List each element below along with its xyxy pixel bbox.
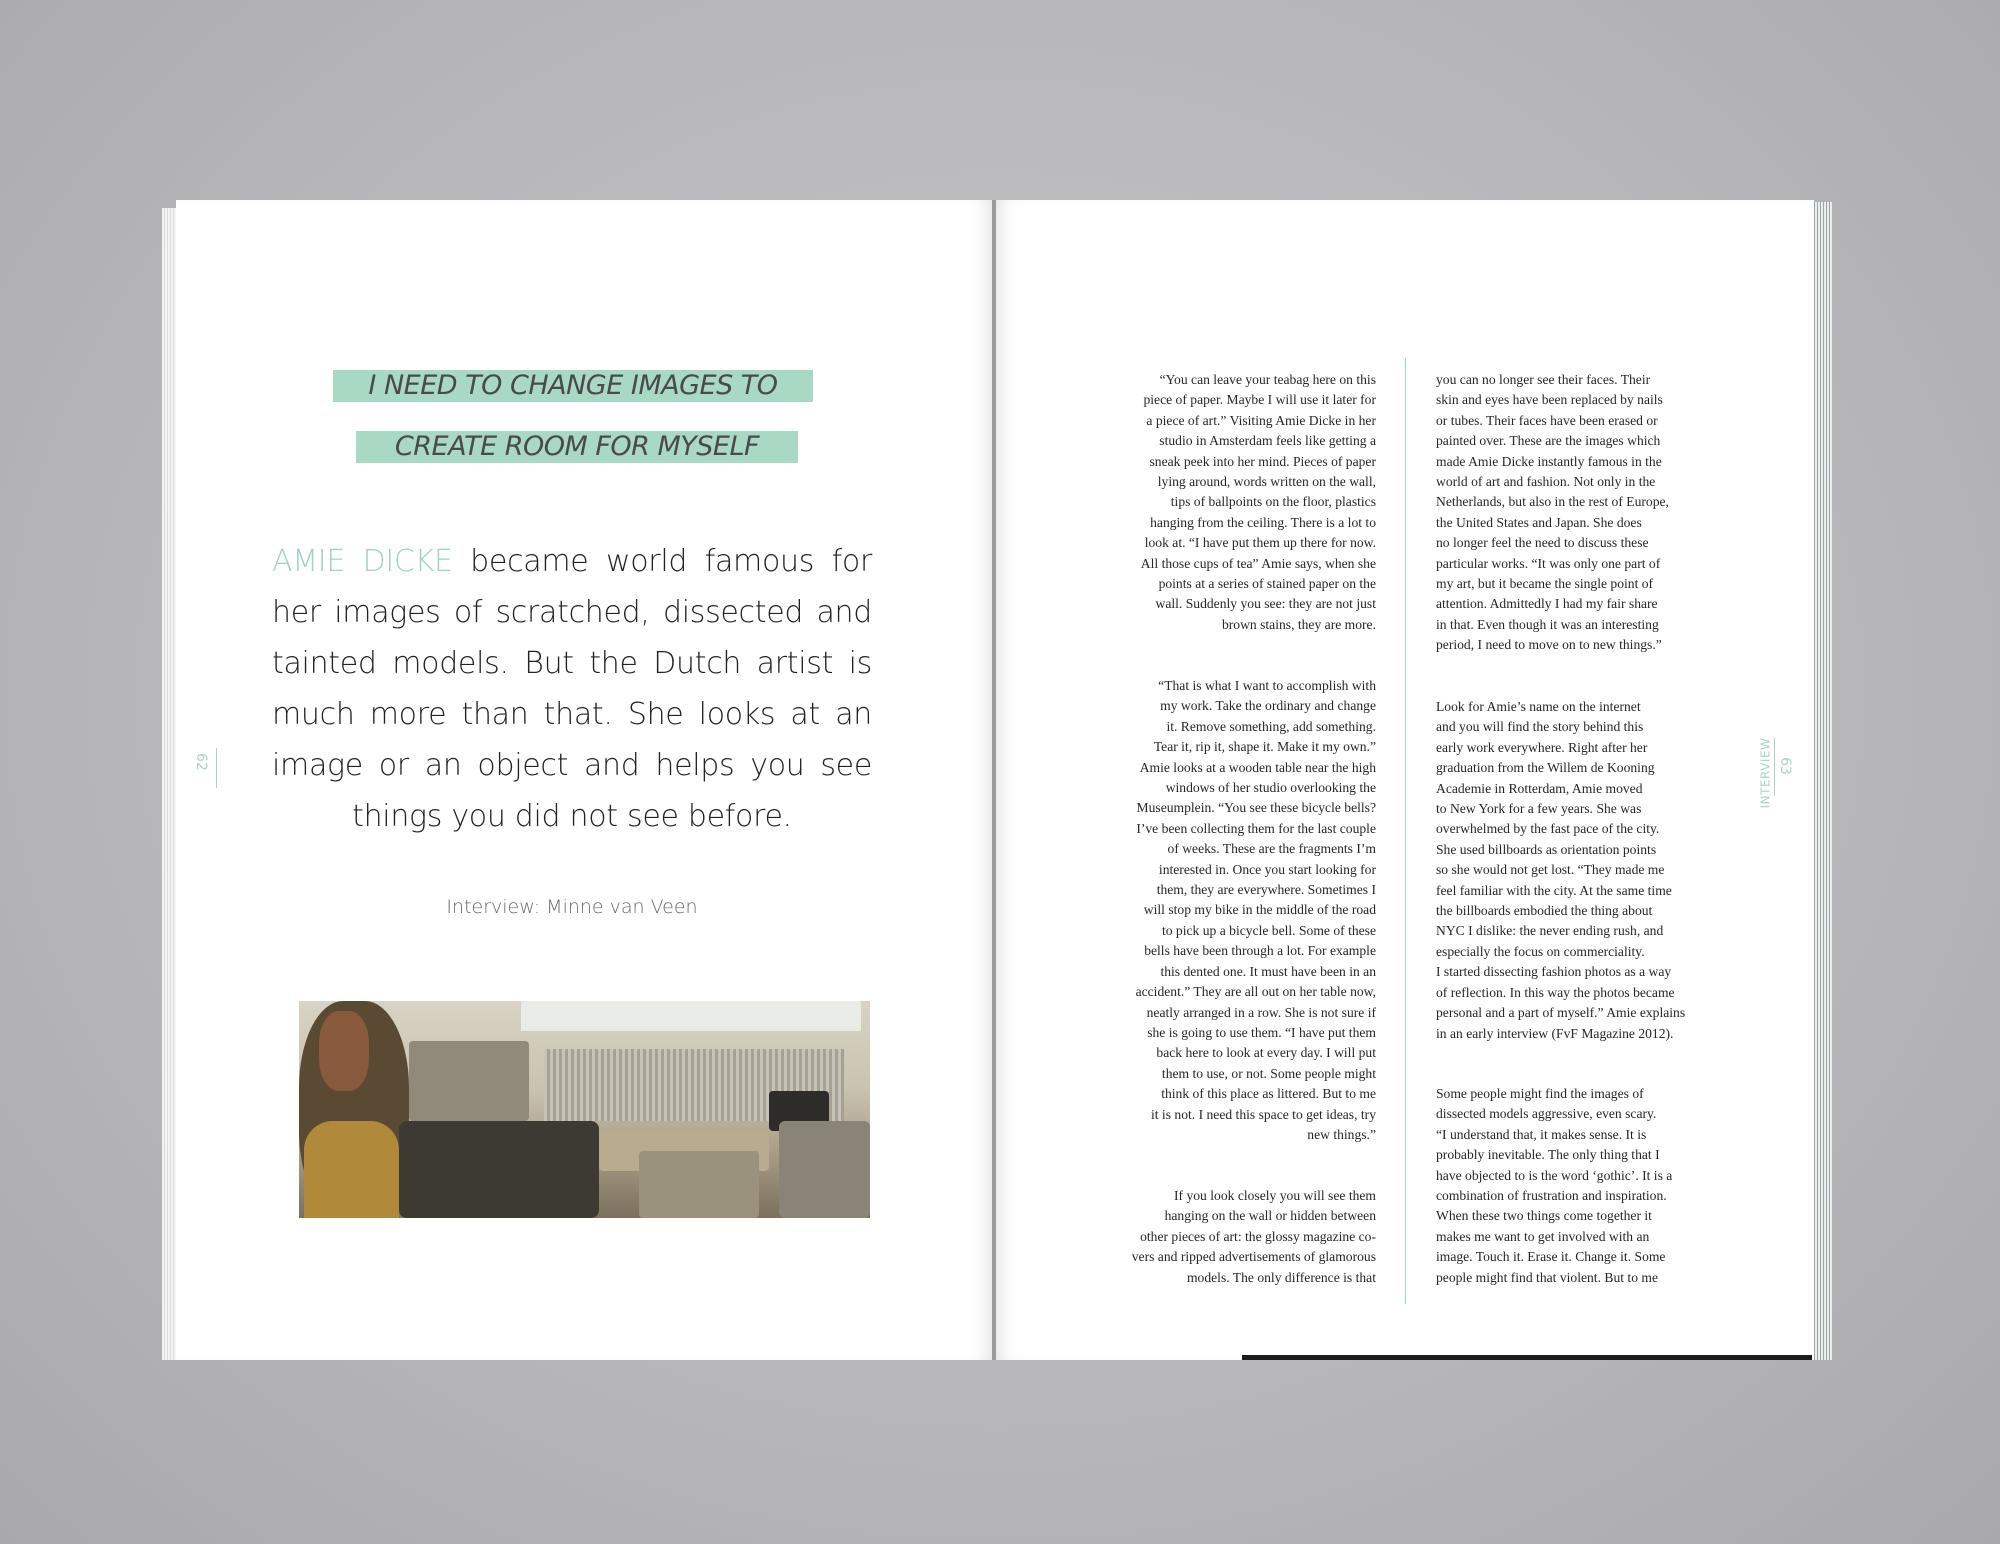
photo-figure-hair: [319, 1011, 369, 1091]
photo-figure-blouse: [304, 1121, 399, 1218]
photo-window: [521, 1001, 861, 1031]
photo-artwork: [409, 1041, 529, 1121]
bottom-rule: [1242, 1355, 1812, 1360]
body-col-a-para-3: If you look closely you will see them hanging on the wall or hidden between other pieces of art: the glossy magazine co- vers and ripped advertisements of glamorous models. The only difference is that: [1131, 1188, 1376, 1285]
intro-paragraph: [272, 536, 872, 842]
body-col-b-para-3: Some people might find the images of dissected models aggressive, even scary. “I understand that, it makes sense. It is probably inevitable. The only thing that I have objected to is the word ‘gothic’. It is a combination of frustration and inspiration. When these two things come together it makes me want to get involved with an image. Touch it. Erase it. Change it. Some people might find that violent. But to me: [1436, 1086, 1673, 1285]
photo-clutter: [399, 1121, 599, 1218]
pull-quote-line-1: I NEED TO CHANGE IMAGES TO: [333, 370, 813, 402]
body-col-b-para-1: you can no longer see their faces. Their skin and eyes have been replaced by nails or tubes. Their faces have been erased or painted over. These are the images which made Amie Dicke instantly famous in the world of art and fashion. Not only in the Netherlands, but also in the rest of Europe, the United States and Japan. She does no longer feel the need to discuss these particular works. “It was only one part of my art, but it became the single point of attention. Admittedly I had my fair share in that. Even though it was an interesting period, I need to move on to new things.”: [1436, 372, 1669, 653]
studio-photo: [299, 1001, 870, 1218]
artist-name: AMIE DICKE: [272, 544, 453, 579]
body-col-a-para-1: “You can leave your teabag here on this piece of paper. Maybe I will use it later for a piece of art.” Visiting Amie Dicke in her studio in Amsterdam feels like getting a sneak peek into her mind. Pieces of paper lying around, words written on the wall, tips of ballpoints on the floor, plastics hanging from the ceiling. There is a lot to look at. “I have put them up there for now. All those cups of tea” Amie says, when she points at a series of stained paper on the wall. Suddenly you see: they are not just brown stains, they are more.: [1140, 372, 1376, 632]
photo-cabinet: [639, 1151, 759, 1218]
page-number-left-text: 62: [193, 753, 209, 771]
pull-quote-line-2: CREATE ROOM FOR MYSELF: [356, 431, 798, 463]
intro-text: became world famous for her images of scratched, dissected and tainted models. But the Dutch artist is much more than that. She looks at an image or an object and helps you see things you did not see before.: [272, 544, 872, 834]
page-number-left: [186, 748, 217, 788]
column-divider: [1405, 358, 1406, 1304]
body-col-b-para-2: Look for Amie’s name on the internet and you will find the story behind this early work everywhere. Right after her graduation from the Willem de Kooning Academie in Rotterdam, Amie moved to New York for a few years. She was overwhelmed by the fast pace of the city. She used billboards as orientation points so she would not get lost. “They made me feel familiar with the city. At the same time the billboards embodied the thing about NYC I dislike: the never ending rush, and especially the focus on commerciality. I started dissecting fashion photos as a way of reflection. In this way the photos became personal and a part of myself.” Amie explains in an early interview (FvF Magazine 2012).: [1436, 699, 1686, 1041]
section-label: INTERVIEW: [1758, 737, 1773, 809]
body-col-a-para-2: “That is what I want to accomplish with my work. Take the ordinary and change it. Remove something, add something. Tear it, rip it, shape it. Make it my own.” Amie looks at a wooden table near the high windows of her studio overlooking the Museumplein. “You see these bicycle bells? I’ve been collecting them for the last couple of weeks. These are the fragments I’m interested in. Once you start looking for them, they are everywhere. Sometimes I will stop my bike in the middle of the road to pick up a bicycle bell. Some of these bells have been through a lot. For example this dented one. It must have been in an accident.” They are all out on her table now, neatly arranged in a row. She is not sure if she is going to use them. “I have put them back here to look at every day. I will put them to use, or not. Some people might think of this place as littered. But to me it is not. I need this space to get ideas, try new things.”: [1135, 678, 1376, 1142]
page-number-right-text: 63: [1776, 757, 1793, 775]
photo-shelf: [779, 1121, 870, 1218]
page-number-right: [1748, 730, 1793, 809]
interview-credit: Interview: Minne van Veen: [446, 896, 698, 918]
page-stack-edge-right: [1812, 202, 1832, 1360]
page-number-rule: [1774, 738, 1775, 796]
book-gutter: [992, 200, 996, 1360]
